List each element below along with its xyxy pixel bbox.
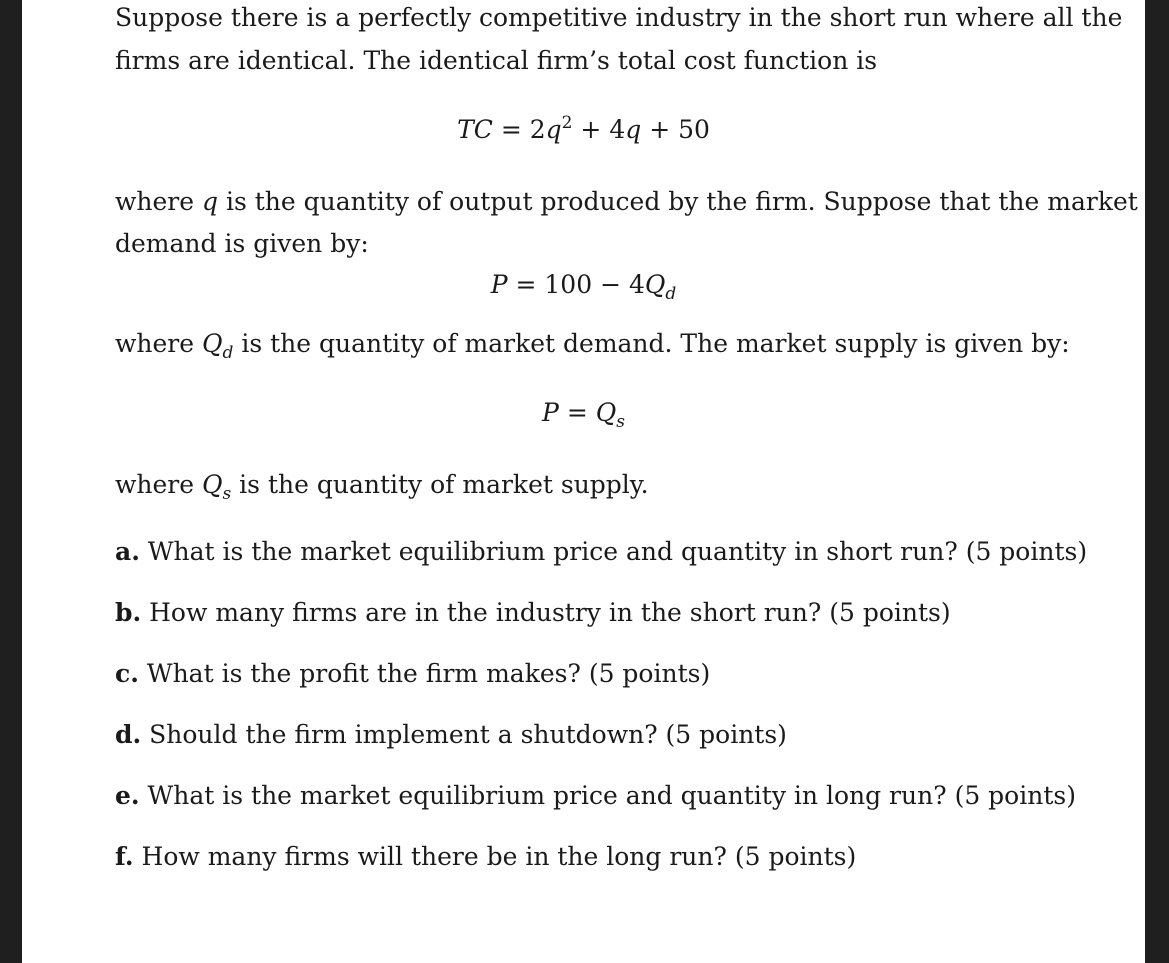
question-e: e. What is the market equilibrium price and quantity in long run? (5 points) <box>115 781 1076 810</box>
question-label: f. <box>115 842 134 871</box>
question-f: f. How many firms will there be in the long run? (5 points) <box>115 842 857 871</box>
para2-line-2: demand is given by: <box>115 229 369 258</box>
para4-line: where $Q_s$ is the quantity of market supply. <box>115 470 649 504</box>
para2-line-1: where q is the quantity of output produced by the firm. Suppose that the market <box>115 187 1138 216</box>
question-label: d. <box>115 720 142 749</box>
intro-line-2: firms are identical. The identical firm’s total cost function is <box>115 46 878 75</box>
supply-equation: $P = Q_s$ <box>542 398 625 432</box>
question-label: c. <box>115 659 139 688</box>
question-c: c. What is the profit the firm makes? (5 points) <box>115 659 711 688</box>
para3-line: where $Q_d$ is the quantity of market demand. The market supply is given by: <box>115 329 1070 363</box>
document-page <box>22 0 1145 963</box>
question-a: a. What is the market equilibrium price and quantity in short run? (5 points) <box>115 537 1088 566</box>
question-label: a. <box>115 537 140 566</box>
question-b: b. How many firms are in the industry in the short run? (5 points) <box>115 598 951 627</box>
intro-line-1: Suppose there is a perfectly competitive industry in the short run where all the <box>115 3 1123 32</box>
total-cost-equation: TC = $2q^2 + 4q + 50$ <box>457 113 710 144</box>
demand-equation: $P = 100 - 4Q_d$ <box>490 270 677 304</box>
question-label: b. <box>115 598 142 627</box>
question-d: d. Should the firm implement a shutdown? (5 points) <box>115 720 787 749</box>
question-label: e. <box>115 781 140 810</box>
